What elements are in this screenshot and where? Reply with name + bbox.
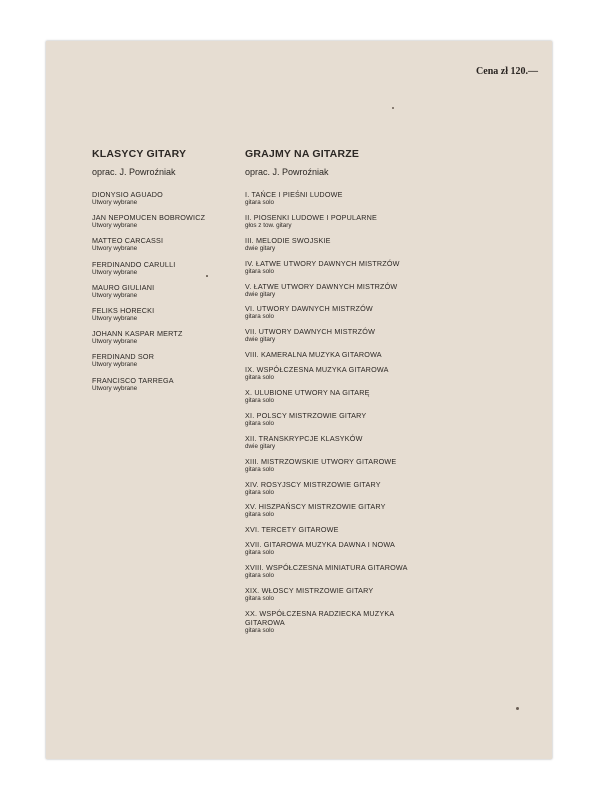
entry-title: IV. ŁATWE UTWORY DAWNYCH MISTRZÓW bbox=[245, 258, 400, 268]
catalog-entry bbox=[245, 411, 420, 428]
catalog-entry bbox=[92, 352, 242, 369]
entry-title: XIII. MISTRZOWSKIE UTWORY GITAROWE bbox=[245, 456, 397, 466]
entry-title: FRANCISCO TARREGA bbox=[92, 375, 174, 385]
catalog-entry bbox=[245, 213, 420, 230]
catalog-entry bbox=[92, 236, 242, 253]
catalog-entry bbox=[92, 329, 242, 346]
entry-title: JOHANN KASPAR MERTZ bbox=[92, 329, 183, 339]
catalog-entry bbox=[92, 376, 242, 393]
entry-title: III. MELODIE SWOJSKIE bbox=[245, 235, 331, 245]
catalog-entry bbox=[245, 388, 420, 405]
entry-title: FERDINAND SOR bbox=[92, 352, 155, 362]
entry-subtitle: dwie gitary bbox=[245, 442, 276, 450]
catalog-entry bbox=[245, 259, 420, 276]
entry-subtitle: Utwory wybrane bbox=[92, 245, 138, 253]
entry-title: X. ULUBIONE UTWORY NA GITARĘ bbox=[245, 388, 370, 398]
entry-subtitle: gitara solo bbox=[245, 549, 275, 557]
series-list bbox=[245, 190, 420, 635]
entry-subtitle: Utwory wybrane bbox=[92, 384, 138, 392]
catalog-entry bbox=[245, 365, 420, 382]
series-title: GRAJMY NA GITARZE bbox=[245, 148, 360, 160]
entry-subtitle: Utwory wybrane bbox=[92, 361, 138, 369]
entry-title: FERDINANDO CARULLI bbox=[92, 259, 176, 269]
entry-subtitle: gitara solo bbox=[245, 511, 275, 519]
catalog-entry bbox=[92, 283, 242, 300]
catalog-entry bbox=[245, 304, 420, 321]
entry-subtitle: gitara solo bbox=[245, 199, 275, 206]
catalog-entry bbox=[245, 327, 420, 344]
entry-subtitle: gitara solo bbox=[245, 374, 275, 382]
entry-title: IX. WSPÓŁCZESNA MUZYKA GITAROWA bbox=[245, 365, 389, 375]
catalog-entry bbox=[245, 236, 420, 253]
catalog-entry bbox=[245, 502, 420, 519]
catalog-page bbox=[46, 41, 552, 759]
catalog-entry bbox=[92, 213, 242, 230]
entry-title: VI. UTWORY DAWNYCH MISTRZÓW bbox=[245, 304, 373, 314]
entry-title: I. TAŃCE I PIEŚNI LUDOWE bbox=[245, 190, 343, 199]
series-list bbox=[92, 190, 242, 393]
catalog-entry bbox=[245, 586, 420, 603]
catalog-entry bbox=[245, 540, 420, 557]
entry-subtitle: Utwory wybrane bbox=[92, 199, 138, 206]
series-klasycy-gitary bbox=[92, 148, 242, 399]
entry-subtitle: gitara solo bbox=[245, 419, 275, 427]
entry-subtitle: dwie gitary bbox=[245, 336, 276, 344]
entry-subtitle: gitara solo bbox=[245, 572, 275, 580]
entry-subtitle: Utwory wybrane bbox=[92, 338, 138, 346]
entry-title: II. PIOSENKI LUDOWE I POPULARNE bbox=[245, 212, 378, 222]
series-grajmy-na-gitarze bbox=[245, 148, 420, 641]
price-label: Cena zł 120.— bbox=[476, 66, 538, 77]
catalog-entry bbox=[92, 260, 242, 277]
entry-title: XX. WSPÓŁCZESNA RADZIECKA MUZYKA GITAROWA bbox=[245, 608, 394, 627]
entry-subtitle: Utwory wybrane bbox=[92, 268, 138, 276]
entry-subtitle: dwie gitary bbox=[245, 290, 276, 298]
entry-subtitle: gitara solo bbox=[245, 626, 275, 634]
entry-subtitle: głos z tow. gitary bbox=[245, 221, 292, 229]
entry-subtitle: gitara solo bbox=[245, 595, 275, 603]
entry-subtitle: dwie gitary bbox=[245, 244, 276, 252]
catalog-entry bbox=[245, 609, 420, 635]
catalog-entry bbox=[245, 525, 420, 534]
catalog-entry bbox=[245, 457, 420, 474]
entry-title: XVII. GITAROWA MUZYKA DAWNA I NOWA bbox=[245, 540, 396, 550]
entry-subtitle: Utwory wybrane bbox=[92, 314, 138, 322]
catalog-entry bbox=[245, 563, 420, 580]
entry-title: XV. HISZPAŃSCY MISTRZOWIE GITARY bbox=[245, 502, 386, 512]
entry-subtitle: gitara solo bbox=[245, 267, 275, 275]
catalog-entry bbox=[245, 190, 420, 207]
entry-title: JAN NEPOMUCEN BOBROWICZ bbox=[92, 213, 206, 223]
entry-subtitle: gitara solo bbox=[245, 397, 275, 405]
entry-title: DIONYSIO AGUADO bbox=[92, 190, 163, 199]
catalog-entry bbox=[92, 190, 242, 207]
entry-subtitle: gitara solo bbox=[245, 488, 275, 496]
entry-title: VII. UTWORY DAWNYCH MISTRZÓW bbox=[245, 327, 376, 337]
series-editor: oprac. J. Powroźniak bbox=[92, 167, 176, 177]
catalog-entry bbox=[245, 480, 420, 497]
series-title: KLASYCY GITARY bbox=[92, 148, 187, 160]
entry-subtitle: Utwory wybrane bbox=[92, 222, 138, 230]
catalog-entry bbox=[92, 306, 242, 323]
entry-title: FELIKS HORECKI bbox=[92, 305, 155, 315]
entry-title: XI. POLSCY MISTRZOWIE GITARY bbox=[245, 410, 367, 420]
entry-subtitle: Utwory wybrane bbox=[92, 291, 138, 299]
series-editor: oprac. J. Powroźniak bbox=[245, 167, 329, 177]
paper-speck bbox=[516, 707, 519, 710]
catalog-entry bbox=[245, 434, 420, 451]
entry-title: V. ŁATWE UTWORY DAWNYCH MISTRZÓW bbox=[245, 281, 398, 291]
entry-title: MATTEO CARCASSI bbox=[92, 236, 164, 246]
paper-speck bbox=[206, 275, 208, 277]
entry-title: XVI. TERCETY GITAROWE bbox=[245, 525, 339, 535]
catalog-entry bbox=[245, 350, 420, 359]
entry-title: XIV. ROSYJSCY MISTRZOWIE GITARY bbox=[245, 479, 381, 489]
catalog-entry bbox=[245, 282, 420, 299]
entry-title: XII. TRANSKRYPCJE KLASYKÓW bbox=[245, 433, 363, 443]
entry-title: MAURO GIULIANI bbox=[92, 282, 155, 292]
entry-subtitle: gitara solo bbox=[245, 465, 275, 473]
paper-speck bbox=[392, 107, 394, 109]
entry-subtitle: gitara solo bbox=[245, 313, 275, 321]
entry-title: VIII. KAMERALNA MUZYKA GITAROWA bbox=[245, 350, 382, 360]
entry-title: XVIII. WSPÓŁCZESNA MINIATURA GITAROWA bbox=[245, 563, 408, 573]
entry-title: XIX. WŁOSCY MISTRZOWIE GITARY bbox=[245, 586, 374, 596]
